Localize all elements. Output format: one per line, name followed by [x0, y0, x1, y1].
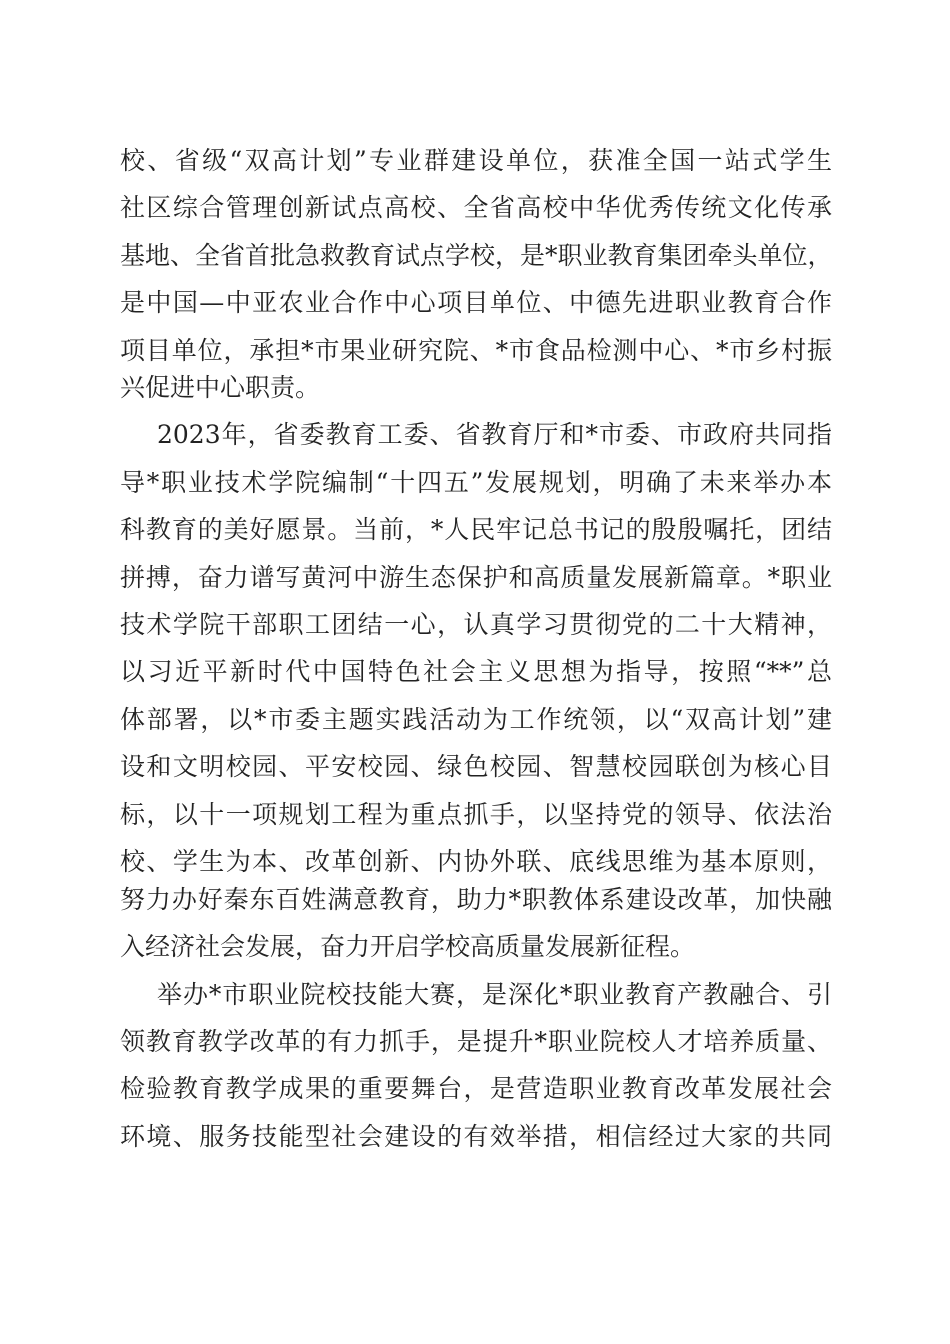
text-line: 检验教育教学成果的重要舞台，是营造职业教育改革发展社会	[120, 1074, 832, 1103]
text-line: 设和文明校园、平安校园、绿色校园、智慧校园联创为核心目	[120, 752, 832, 781]
text-line: 以习近平新时代中国特色社会主义思想为指导，按照“**”总	[120, 657, 832, 686]
text-line: 项目单位，承担*市果业研究院、*市食品检测中心、*市乡村振	[120, 336, 832, 365]
text-line: 兴促进中心职责。	[120, 373, 321, 402]
text-line: 入经济社会发展，奋力开启学校高质量发展新征程。	[120, 932, 696, 961]
text-line: 校、学生为本、改革创新、内协外联、底线思维为基本原则，	[120, 847, 832, 876]
paragraph-first-line: 举办*市职业院校技能大赛，是深化*职业教育产教融合、引	[157, 980, 832, 1009]
text-line: 是中国—中亚农业合作中心项目单位、中德先进职业教育合作	[120, 288, 832, 317]
text-line: 标，以十一项规划工程为重点抓手，以坚持党的领导、依法治	[120, 800, 832, 829]
text-line: 校、省级“双高计划”专业群建设单位，获准全国一站式学生	[120, 146, 832, 175]
text-line: 环境、服务技能型社会建设的有效举措，相信经过大家的共同	[120, 1122, 832, 1151]
text-line: 体部署，以*市委主题实践活动为工作统领，以“双高计划”建	[120, 705, 832, 734]
text-line: 努力办好秦东百姓满意教育，助力*职教体系建设改革，加快融	[120, 885, 832, 914]
paragraph-first-line: 2023年，省委教育工委、省教育厅和*市委、市政府共同指	[157, 420, 832, 449]
text-line: 社区综合管理创新试点高校、全省高校中华优秀传统文化传承	[120, 193, 832, 222]
text-line: 领教育教学改革的有力抓手，是提升*职业院校人才培养质量、	[120, 1027, 832, 1056]
text-line: 技术学院干部职工团结一心，认真学习贯彻党的二十大精神，	[120, 610, 832, 639]
text-line: 科教育的美好愿景。当前，*人民牢记总书记的殷殷嘱托，团结	[120, 515, 832, 544]
text-line: 基地、全省首批急救教育试点学校，是*职业教育集团牵头单位，	[120, 241, 833, 270]
text-line: 拼搏，奋力谱写黄河中游生态保护和高质量发展新篇章。*职业	[120, 563, 832, 592]
text-line: 导*职业技术学院编制“十四五”发展规划，明确了未来举办本	[120, 468, 832, 497]
